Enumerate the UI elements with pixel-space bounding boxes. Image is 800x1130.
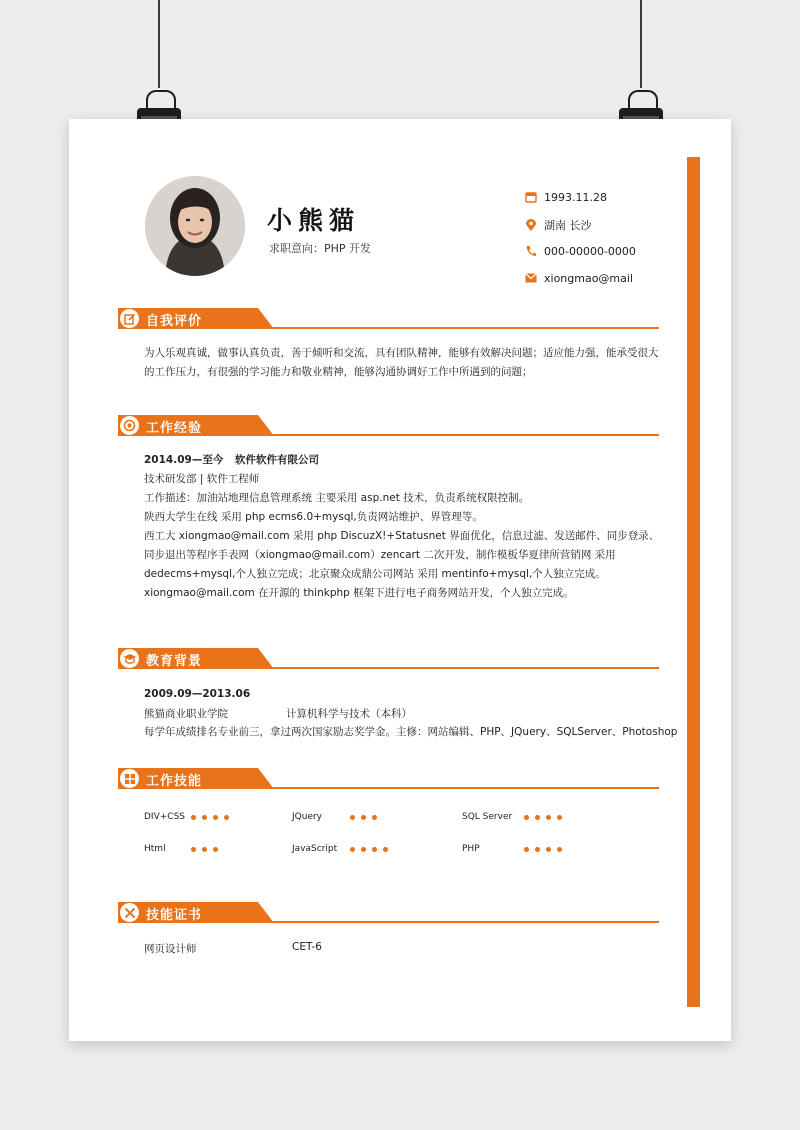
skill-name: Html [144,844,166,854]
skill-name: SQL Server [462,812,513,822]
skill-level-dots [350,847,388,852]
phone-icon [524,244,538,258]
hanging-string-left [158,0,160,88]
section-title: 技能证书 [146,908,203,923]
tools-icon [120,903,139,922]
location-icon [524,218,538,232]
avatar [145,176,245,276]
edu-desc: 每学年成绩排名专业前三，拿过两次国家励志奖学金。主修：网站编辑、PHP、JQuery、SQLServer、Photoshop [144,726,678,738]
section-header-education [118,648,659,670]
section-header-certs [118,902,659,924]
edu-school: 熊猫商业职业学院 [144,708,228,720]
work-period: 2014.09—至今 [144,454,224,466]
skill-level-dots [191,815,229,820]
skill-level-dots [191,847,218,852]
contact-birthday: 1993.11.28 [524,190,607,204]
self-eval-text: 为人乐观真诚，做事认真负责，善于倾听和交流，具有团队精神，能够有效解决问题；适应能力强，能承受很大的工作压力，有很强的学习能力和敬业精神，能够沟通协调好工作中所遇到的问题； [144,347,659,378]
cert-item: 网页设计师 [144,943,197,955]
skill-name: DIV+CSS [144,812,185,822]
candidate-name: 小熊猫 [267,206,361,235]
section-title: 工作技能 [146,774,203,789]
work-line: dedecms+mysql,个人独立完成；北京聚众成鼎公司网站 采用 mentinfo+mysql,个人独立完成。 [144,568,606,580]
skill-level-dots [524,847,562,852]
grid-icon [120,769,139,788]
contact-email: xiongmao@mail [524,271,633,285]
portrait-icon [145,176,245,276]
resume-sheet [69,119,731,1041]
edu-period: 2009.09—2013.06 [144,688,251,700]
skill-name: JavaScript [292,844,338,854]
hanging-string-right [640,0,642,88]
mail-icon [524,271,538,285]
cert-item: CET-6 [292,941,322,953]
section-header-skills [118,768,659,790]
skill-level-dots [350,815,377,820]
work-line: 同步退出等程序手表网（xiongmao@mail.com）zencart 二次开发，制作模板华夏律所营销网 采用 [144,549,616,561]
contact-phone: 000-00000-0000 [524,244,636,258]
target-icon [120,416,139,435]
contact-location: 湖南 长沙 [524,217,592,233]
work-line: xiongmao@mail.com 在开源的 thinkphp 框架下进行电子商务网站开发，个人独立完成。 [144,587,574,599]
accent-side-bar [687,157,700,1007]
work-line: 陕西大学生在线 采用 php ecms6.0+mysql,负责网站维护、界管理等。 [144,511,483,523]
skill-level-dots [524,815,562,820]
calendar-icon [524,190,538,204]
skill-name: JQuery [292,812,323,822]
work-line: 工作描述：加油站地理信息管理系统 主要采用 asp.net 技术，负责系统权限控制。 [144,492,530,504]
section-header-self-eval [118,308,659,330]
section-title: 工作经验 [146,421,203,436]
work-line: 西工大 xiongmao@mail.com 采用 php DiscuzX!+Statusnet 界面优化，信息过滤、发送邮件、同步登录、 [144,530,660,542]
section-title: 自我评价 [146,314,203,329]
work-company: 软件软件有限公司 [235,454,319,466]
edu-major: 计算机科学与技术（本科） [286,708,412,720]
work-dept: 技术研发部 | 软件工程师 [144,473,260,485]
section-title: 教育背景 [146,654,203,669]
edit-icon [120,309,139,328]
graduation-cap-icon [120,649,139,668]
job-intent: 求职意向：PHP 开发 [269,242,372,255]
section-header-work [118,415,659,437]
skill-name: PHP [462,844,480,854]
